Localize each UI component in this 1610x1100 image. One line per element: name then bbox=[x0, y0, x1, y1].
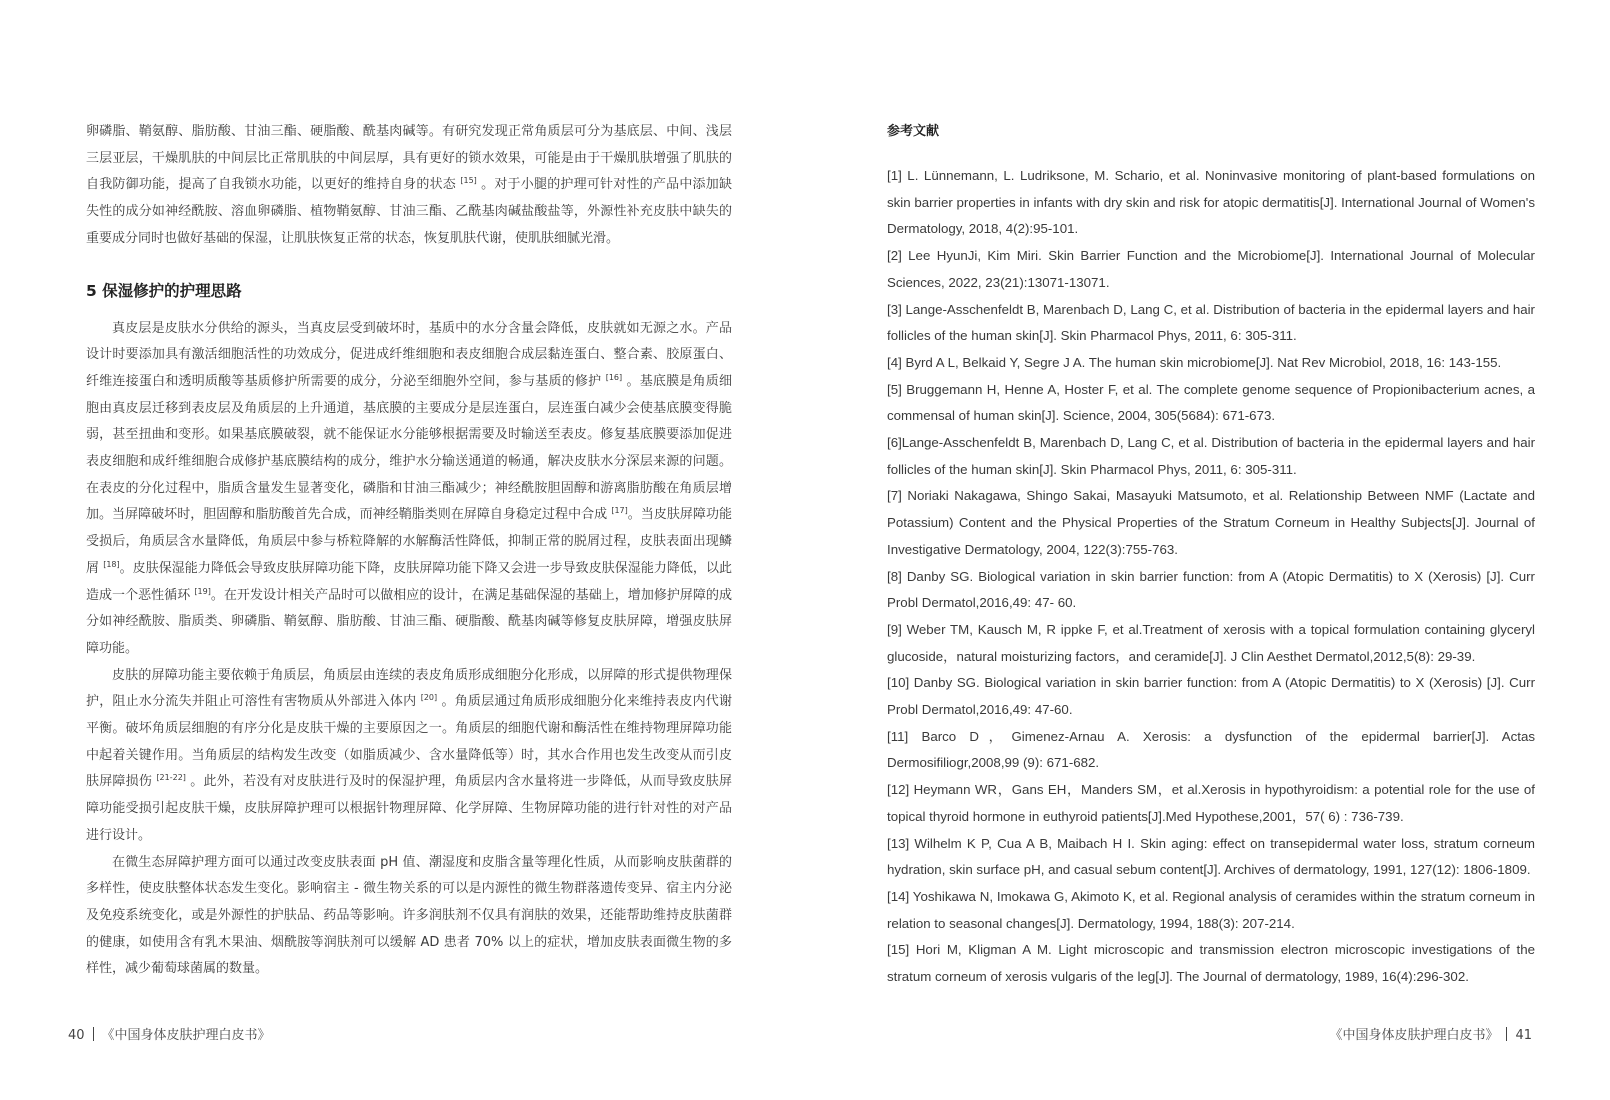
section-heading: 5 保湿修护的护理思路 bbox=[86, 281, 242, 300]
paragraph-text: 皮肤的屏障功能主要依赖于角质层，角质层由连续的表皮角质形成细胞分化形成，以屏障的形式提供物理保护，阻止水分流失并阻止可溶性有害物质从外部进入体内 bbox=[86, 667, 732, 710]
right-page-footer bbox=[1329, 1026, 1532, 1046]
body-paragraph-3 bbox=[86, 663, 732, 850]
citation-marker: [15] bbox=[460, 176, 477, 186]
citation-marker: [16] bbox=[605, 372, 623, 382]
body-paragraph-2 bbox=[86, 316, 732, 663]
footer-divider bbox=[1506, 1027, 1507, 1041]
reference-item: [3] Lange-Asschenfeldt B, Marenbach D, Lang C, et al. Distribution of bacteria in the epidermal layers and hair follicles of the human skin[J]. Skin Pharmacol Phys, 2011, 6: 305-311. bbox=[887, 301, 1535, 344]
page-number: 40 bbox=[68, 1028, 85, 1043]
left-page-body bbox=[86, 119, 732, 983]
paragraph-text: 在微生态屏障护理方面可以通过改变皮肤表面 pH 值、潮湿度和皮脂含量等理化性质，从而影响皮肤菌群的多样性，使皮肤整体状态发生变化。影响宿主 - 微生物关系的可以是内源性的微生物群落遗传变异、宿主内分泌及免疫系统变化，或是外源性的护肤品、药品等影响。许多润肤剂不仅具有润肤的效果，还能帮助维持皮肤菌群的健康，如使用含有乳木果油、烟酰胺等润肤剂可以缓解 AD 患者 70% 以上的症状，增加皮肤表面微生物的多样性，减少葡萄球菌属的数量。 bbox=[86, 854, 732, 977]
book-title: 《中国身体皮肤护理白皮书》 bbox=[101, 1028, 271, 1043]
references-heading: 参考文献 bbox=[887, 124, 940, 139]
paragraph-text: 卵磷脂、鞘氨醇、脂肪酸、甘油三酯、硬脂酸、酰基肉碱等。有研究发现正常角质层可分为基底层、中间、浅层三层亚层，干燥肌肤的中间层比正常肌肤的中间层厚，具有更好的锁水效果，可能是由于干燥肌肤增强了肌肤的自我防御功能，提高了自我锁水功能，以更好的维持自身的状态 bbox=[86, 124, 732, 193]
page-number: 41 bbox=[1515, 1028, 1532, 1043]
reference-item: [4] Byrd A L, Belkaid Y, Segre J A. The human skin microbiome[J]. Nat Rev Microbiol, 2018, 16: 143-155. bbox=[887, 354, 1502, 370]
reference-list bbox=[887, 163, 1535, 991]
paragraph-text: 。对于小腿的护理可针对性的产品中添加缺失性的成分如神经酰胺、溶血卵磷脂、植物鞘氨醇、甘油三酯、乙酰基肉碱盐酸盐等，外源性补充皮肤中缺失的重要成分同时也做好基础的保湿，让肌肤恢复正常的状态，恢复肌肤代谢，使肌肤细腻光滑。 bbox=[86, 177, 732, 246]
reference-item: [8] Danby SG. Biological variation in skin barrier function: from A (Atopic Dermatitis) to X (Xerosis) [J]. Curr Probl Dermatol,2016,49: 47- 60. bbox=[887, 568, 1535, 611]
paragraph-text: 。基底膜是角质细胞由真皮层迁移到表皮层及角质层的上升通道，基底膜的主要成分是层连蛋白，层连蛋白减少会使基底膜变得脆弱，甚至扭曲和变形。如果基底膜破裂，就不能保证水分能够根据需要及时输送至表皮。修复基底膜要添加促进表皮细胞和成纤维细胞合成修护基底膜结构的成分，维护水分输送通道的畅通，解决皮肤水分深层来源的问题。在表皮的分化过程中，脂质含量发生显著变化，磷脂和甘油三酯减少；神经酰胺胆固醇和游离脂肪酸在角质层增加。当屏障破坏时，胆固醇和脂肪酸首先合成，而神经鞘脂类则在屏障自身稳定过程中合成 bbox=[86, 373, 732, 523]
paragraph-text: 。在开发设计相关产品时可以做相应的设计，在满足基础保湿的基础上，增加修护屏障的成分如神经酰胺、脂质类、卵磷脂、鞘氨醇、脂肪酸、甘油三酯、硬脂酸、酰基肉碱等修复皮肤屏障，增强皮肤屏障功能。 bbox=[86, 587, 732, 656]
reference-item: [9] Weber TM, Kausch M, R ippke F, et al.Treatment of xerosis with a topical formulation containing glyceryl glucoside，natural moisturizing factors，and ceramide[J]. J Clin Aesthet Dermatol,2012,5(8): 29-39. bbox=[887, 621, 1535, 664]
reference-item: [13] Wilhelm K P, Cua A B, Maibach H I. Skin aging: effect on transepidermal water loss, stratum corneum hydration, skin surface pH, and casual sebum content[J]. Archives of dermatology, 1991, 127(12): 1806-1809. bbox=[887, 835, 1535, 878]
reference-item: [11] Barco D，Gimenez-Arnau A. Xerosis: a dysfunction of the epidermal barrier[J]. Actas Dermosifiliogr,2008,99 (9): 671-682. bbox=[887, 728, 1535, 771]
reference-item: [2] Lee HyunJi, Kim Miri. Skin Barrier Function and the Microbiome[J]. International Journal of Molecular Sciences, 2022, 23(21):13071-13071. bbox=[887, 248, 1535, 290]
footer-divider bbox=[93, 1027, 94, 1041]
reference-item: [7] Noriaki Nakagawa, Shingo Sakai, Masayuki Matsumoto, et al. Relationship Between NMF (Lactate and Potassium) Content and the Physical Properties of the Stratum Corneum in Healthy Subjects[J]. Journal of Investigative Dermatology, 2004, 122(3):755-763. bbox=[887, 488, 1535, 557]
citation-marker: [18] bbox=[103, 559, 120, 569]
citation-marker: [17] bbox=[611, 506, 628, 516]
paragraph-text: 真皮层是皮肤水分供给的源头，当真皮层受到破坏时，基质中的水分含量会降低，皮肤就如无源之水。产品设计时要添加具有激活细胞活性的功效成分，促进成纤维细胞和表皮细胞合成层黏连蛋白、整合素、胶原蛋白、纤维连接蛋白和透明质酸等基质修护所需要的成分，分泌至细胞外空间，参与基质的修护 bbox=[86, 320, 732, 389]
reference-item: [14] Yoshikawa N, Imokawa G, Akimoto K, et al. Regional analysis of ceramides within the stratum corneum in relation to seasonal changes[J]. Dermatology, 1994, 188(3): 207-214. bbox=[887, 888, 1535, 931]
paragraph-text: 。皮肤保湿能力降低会导致皮肤屏障功能下降，皮肤屏障功能下降又会进一步导致皮肤保湿能力降低，以此造成一个恶性循环 bbox=[86, 560, 732, 603]
body-paragraph-4 bbox=[86, 850, 732, 984]
citation-marker: [19] bbox=[194, 586, 211, 596]
paragraph-text: 。此外，若没有对皮肤进行及时的保湿护理，角质层内含水量将进一步降低，从而导致皮肤屏障功能受损引起皮肤干燥，皮肤屏障护理可以根据针物理屏障、化学屏障、生物屏障功能的进行针对性的对产品进行设计。 bbox=[86, 774, 732, 843]
reference-item: [5] Bruggemann H, Henne A, Hoster F, et al. The complete genome sequence of Propionibacterium acnes, a commensal of human skin[J]. Science, 2004, 305(5684): 671-673. bbox=[887, 381, 1535, 424]
body-paragraph-1 bbox=[86, 119, 732, 253]
reference-item: [1] L. Lünnemann, L. Ludriksone, M. Schario, et al. Noninvasive monitoring of plant-based formulations on skin barrier properties in infants with dry skin and risk for atopic dermatitis[J]. International Journal of Women's Dermatology, 2018, 4(2):95-101. bbox=[887, 168, 1535, 237]
reference-item: [10] Danby SG. Biological variation in skin barrier function: from A (Atopic Dermatitis) to X (Xerosis) [J]. Curr Probl Dermatol,2016,49: 47-60. bbox=[887, 675, 1535, 718]
reference-item: [6]Lange-Asschenfeldt B, Marenbach D, Lang C, et al. Distribution of bacteria in the epidermal layers and hair follicles of the human skin[J]. Skin Pharmacol Phys, 2011, 6: 305-311. bbox=[887, 435, 1535, 477]
reference-item: [15] Hori M, Kligman A M. Light microscopic and transmission electron microscopic investigations of the stratum corneum of xerosis vulgaris of the leg[J]. The Journal of dermatology, 1989, 16(4):296-302. bbox=[887, 942, 1535, 985]
paragraph-text: 。角质层通过角质形成细胞分化来维持表皮内代谢平衡。破坏角质层细胞的有序分化是皮肤干燥的主要原因之一。角质层的细胞代谢和酶活性在维持物理屏障功能中起着关键作用。当角质层的结构发生改变（如脂质减少、含水量降低等）时，其水合作用也发生改变从而引皮肤屏障损伤 bbox=[86, 694, 732, 790]
reference-item: [12] Heymann WR，Gans EH，Manders SM，et al.Xerosis in hypothyroidism: a potential role for the use of topical thyroid hormone in euthyroid patients[J].Med Hypothese,2001，57( 6) : 736-739. bbox=[887, 782, 1535, 824]
citation-marker: [21-22] bbox=[156, 773, 186, 783]
left-page-footer bbox=[68, 1026, 271, 1046]
paragraph-text: 。当皮肤屏障功能受损后，角质层含水量降低，角质层中参与桥粒降解的水解酶活性降低，抑制正常的脱屑过程，皮肤表面出现鳞屑 bbox=[86, 507, 732, 576]
book-title: 《中国身体皮肤护理白皮书》 bbox=[1329, 1028, 1499, 1043]
citation-marker: [20] bbox=[420, 693, 438, 703]
right-page bbox=[805, 0, 1610, 1100]
